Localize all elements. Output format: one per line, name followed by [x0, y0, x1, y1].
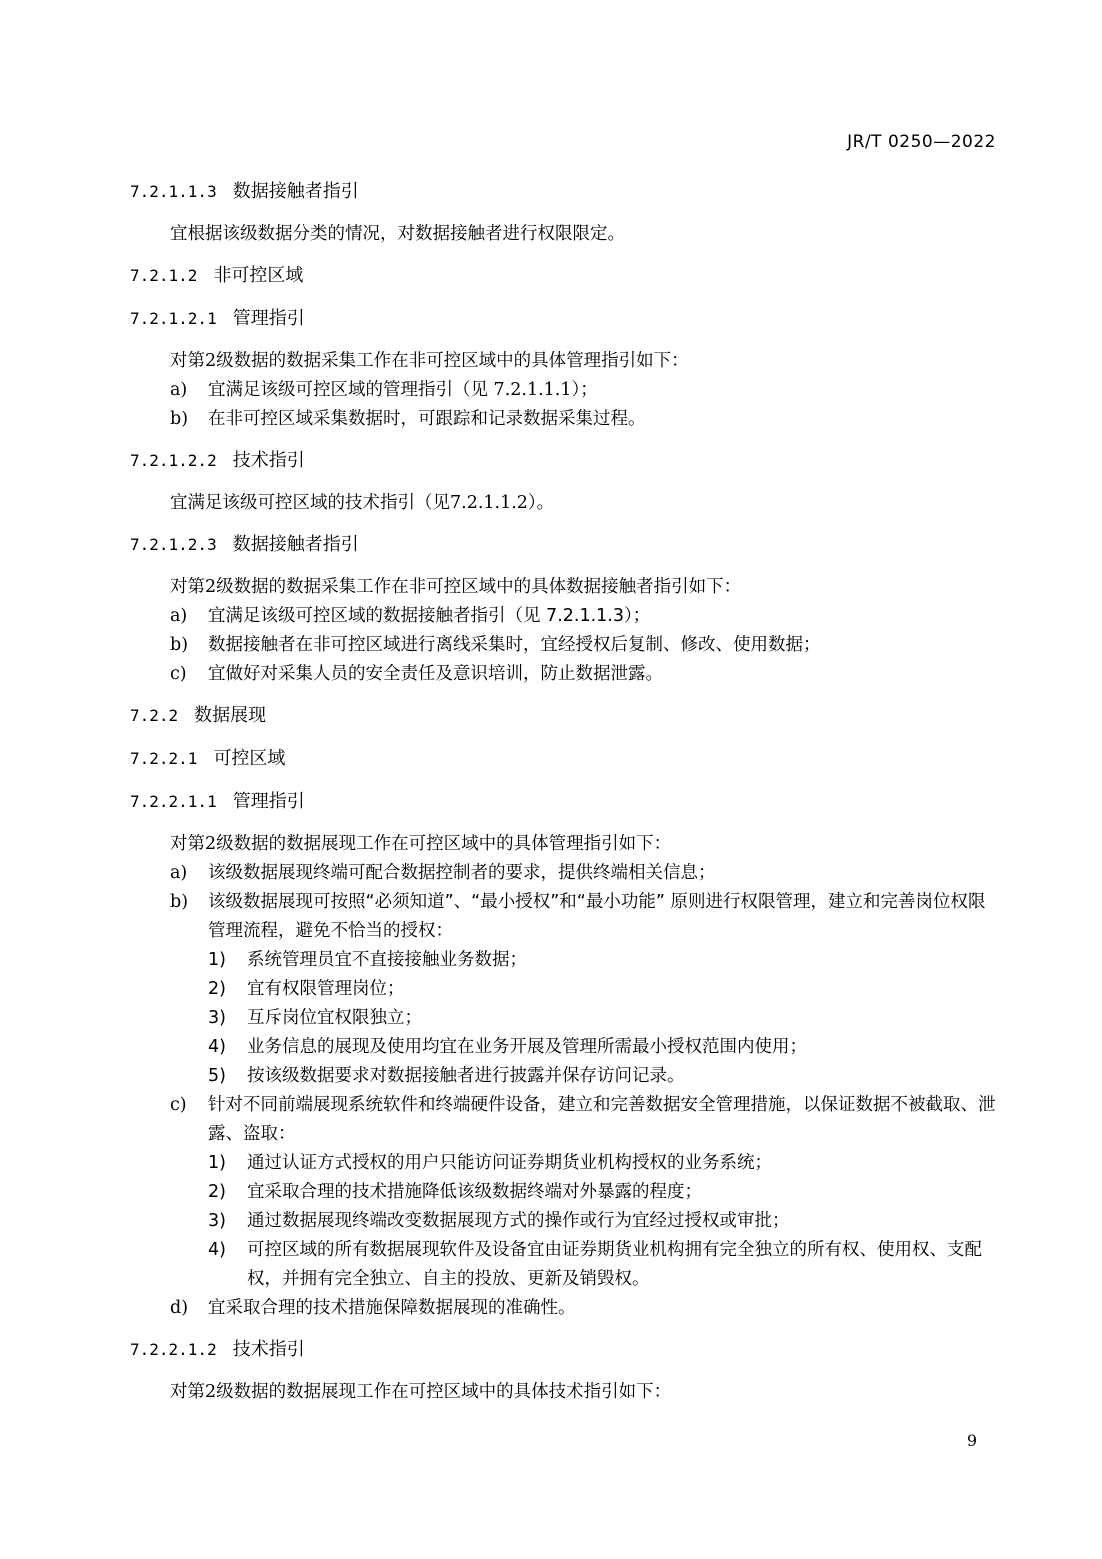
list-marker: a) — [170, 606, 188, 626]
sub-list-item — [130, 1178, 996, 1207]
section-heading-7-2-1-2-3 — [130, 529, 996, 561]
sub-list-item — [130, 1236, 996, 1294]
section-number: 7.2.2.1.1 — [130, 792, 217, 811]
list-marker: 2) — [208, 979, 226, 999]
list-item — [130, 1091, 996, 1149]
list-item-text: 按该级数据要求对数据接触者进行披露并保存访问记录。 — [247, 1066, 685, 1086]
list-item-text: 通过认证方式授权的用户只能访问证券期货业机构授权的业务系统； — [247, 1153, 772, 1173]
sub-list-item — [130, 1062, 996, 1091]
paragraph: 对第2级数据的数据展现工作在可控区域中的具体管理指引如下： — [170, 834, 672, 854]
list-item-text: 针对不同前端展现系统软件和终端硬件设备，建立和完善数据安全管理措施，以保证数据不被截取、泄露、盗取： — [208, 1095, 996, 1144]
section-title: 管理指引 — [232, 308, 305, 329]
list-item-text: 系统管理员宜不直接接触业务数据； — [247, 950, 527, 970]
standard-number: JR/T 0250—2022 — [847, 132, 996, 152]
list-marker: b) — [170, 409, 189, 429]
section-number: 7.2.1.1.3 — [130, 182, 217, 201]
sub-list-item — [130, 1033, 996, 1062]
list-item-text: 在非可控区域采集数据时，可跟踪和记录数据采集过程。 — [208, 409, 646, 429]
section-heading-7-2-2 — [130, 700, 996, 732]
list-marker: b) — [170, 892, 189, 912]
section-number: 7.2.2 — [130, 706, 179, 725]
list-item-text: 宜采取合理的技术措施降低该级数据终端对外暴露的程度； — [247, 1182, 702, 1202]
list-item-text: 互斥岗位宜权限独立； — [247, 1008, 422, 1028]
list-marker: b) — [170, 635, 189, 655]
list-item-text: 宜有权限管理岗位； — [247, 979, 405, 999]
section-heading-7-2-2-1-1 — [130, 786, 996, 818]
list-marker: c) — [170, 664, 187, 684]
list-marker: a) — [170, 863, 188, 883]
list-marker: a) — [170, 380, 188, 400]
list-item-text: 宜采取合理的技术措施保障数据展现的准确性。 — [208, 1298, 576, 1318]
section-heading-7-2-1-1-3 — [130, 176, 996, 208]
list-item — [130, 888, 996, 946]
list-item-text: 宜做好对采集人员的安全责任及意识培训，防止数据泄露。 — [208, 664, 663, 684]
list-marker: 3) — [208, 1211, 226, 1231]
paragraph: 宜满足该级可控区域的技术指引（见7.2.1.1.2）。 — [170, 493, 555, 513]
sub-list-item — [130, 1207, 996, 1236]
section-number: 7.2.2.1 — [130, 749, 198, 768]
list-item — [130, 376, 996, 405]
section-heading-7-2-1-2 — [130, 260, 996, 292]
section-heading-7-2-1-2-2 — [130, 445, 996, 477]
section-title: 可控区域 — [213, 748, 286, 769]
list-item-text: 该级数据展现可按照“必须知道”、“最小授权”和“最小功能” 原则进行权限管理，建立和完善岗位权限管理流程，避免不恰当的授权： — [208, 892, 986, 941]
list-item-text: 通过数据展现终端改变数据展现方式的操作或行为宜经过授权或审批； — [247, 1211, 790, 1231]
list-item-text: 可控区域的所有数据展现软件及设备宜由证券期货业机构拥有完全独立的所有权、使用权、支配权，并拥有完全独立、自主的投放、更新及销毁权。 — [247, 1240, 982, 1289]
paragraph: 宜根据该级数据分类的情况，对数据接触者进行权限限定。 — [170, 224, 625, 244]
list-item-text: 该级数据展现终端可配合数据控制者的要求，提供终端相关信息； — [208, 863, 716, 883]
list-item-text: 宜满足该级可控区域的数据接触者指引（见 7.2.1.1.3）； — [208, 606, 651, 626]
sub-list-item — [130, 975, 996, 1004]
list-marker: d) — [170, 1298, 189, 1318]
list-item — [130, 631, 996, 660]
list-marker: 5) — [208, 1066, 226, 1086]
section-heading-7-2-2-1 — [130, 743, 996, 775]
section-title: 非可控区域 — [213, 265, 304, 286]
sub-list-item — [130, 946, 996, 975]
paragraph: 对第2级数据的数据采集工作在非可控区域中的具体数据接触者指引如下： — [170, 577, 742, 597]
section-title: 数据接触者指引 — [232, 181, 359, 202]
section-number: 7.2.2.1.2 — [130, 1340, 217, 1359]
page-body — [130, 176, 996, 1407]
paragraph: 对第2级数据的数据采集工作在非可控区域中的具体管理指引如下： — [170, 351, 689, 371]
list-item — [130, 405, 996, 434]
list-marker: 4) — [208, 1037, 226, 1057]
section-number: 7.2.1.2.3 — [130, 535, 217, 554]
list-item-text: 业务信息的展现及使用均宜在业务开展及管理所需最小授权范围内使用； — [247, 1037, 807, 1057]
page-number: 9 — [966, 1431, 977, 1450]
section-title: 技术指引 — [232, 1339, 305, 1360]
list-item — [130, 859, 996, 888]
section-title: 数据接触者指引 — [232, 534, 359, 555]
list-marker: 3) — [208, 1008, 226, 1028]
list-item-text: 数据接触者在非可控区域进行离线采集时，宜经授权后复制、修改、使用数据； — [208, 635, 821, 655]
section-number: 7.2.1.2.2 — [130, 451, 217, 470]
list-marker: 1) — [208, 950, 226, 970]
section-number: 7.2.1.2.1 — [130, 309, 217, 328]
list-item — [130, 660, 996, 689]
list-item — [130, 1294, 996, 1323]
section-number: 7.2.1.2 — [130, 266, 198, 285]
section-title: 数据展现 — [194, 705, 267, 726]
paragraph: 对第2级数据的数据展现工作在可控区域中的具体技术指引如下： — [170, 1382, 672, 1402]
sub-list-item — [130, 1149, 996, 1178]
list-marker: 2) — [208, 1182, 226, 1202]
section-title: 管理指引 — [232, 791, 305, 812]
section-heading-7-2-2-1-2 — [130, 1334, 996, 1366]
sub-list-item — [130, 1004, 996, 1033]
section-title: 技术指引 — [232, 450, 305, 471]
list-marker: 4) — [208, 1240, 226, 1260]
list-marker: c) — [170, 1095, 187, 1115]
list-item-text: 宜满足该级可控区域的管理指引（见 7.2.1.1.1）； — [208, 380, 598, 400]
list-marker: 1) — [208, 1153, 226, 1173]
list-item — [130, 602, 996, 631]
section-heading-7-2-1-2-1 — [130, 303, 996, 335]
